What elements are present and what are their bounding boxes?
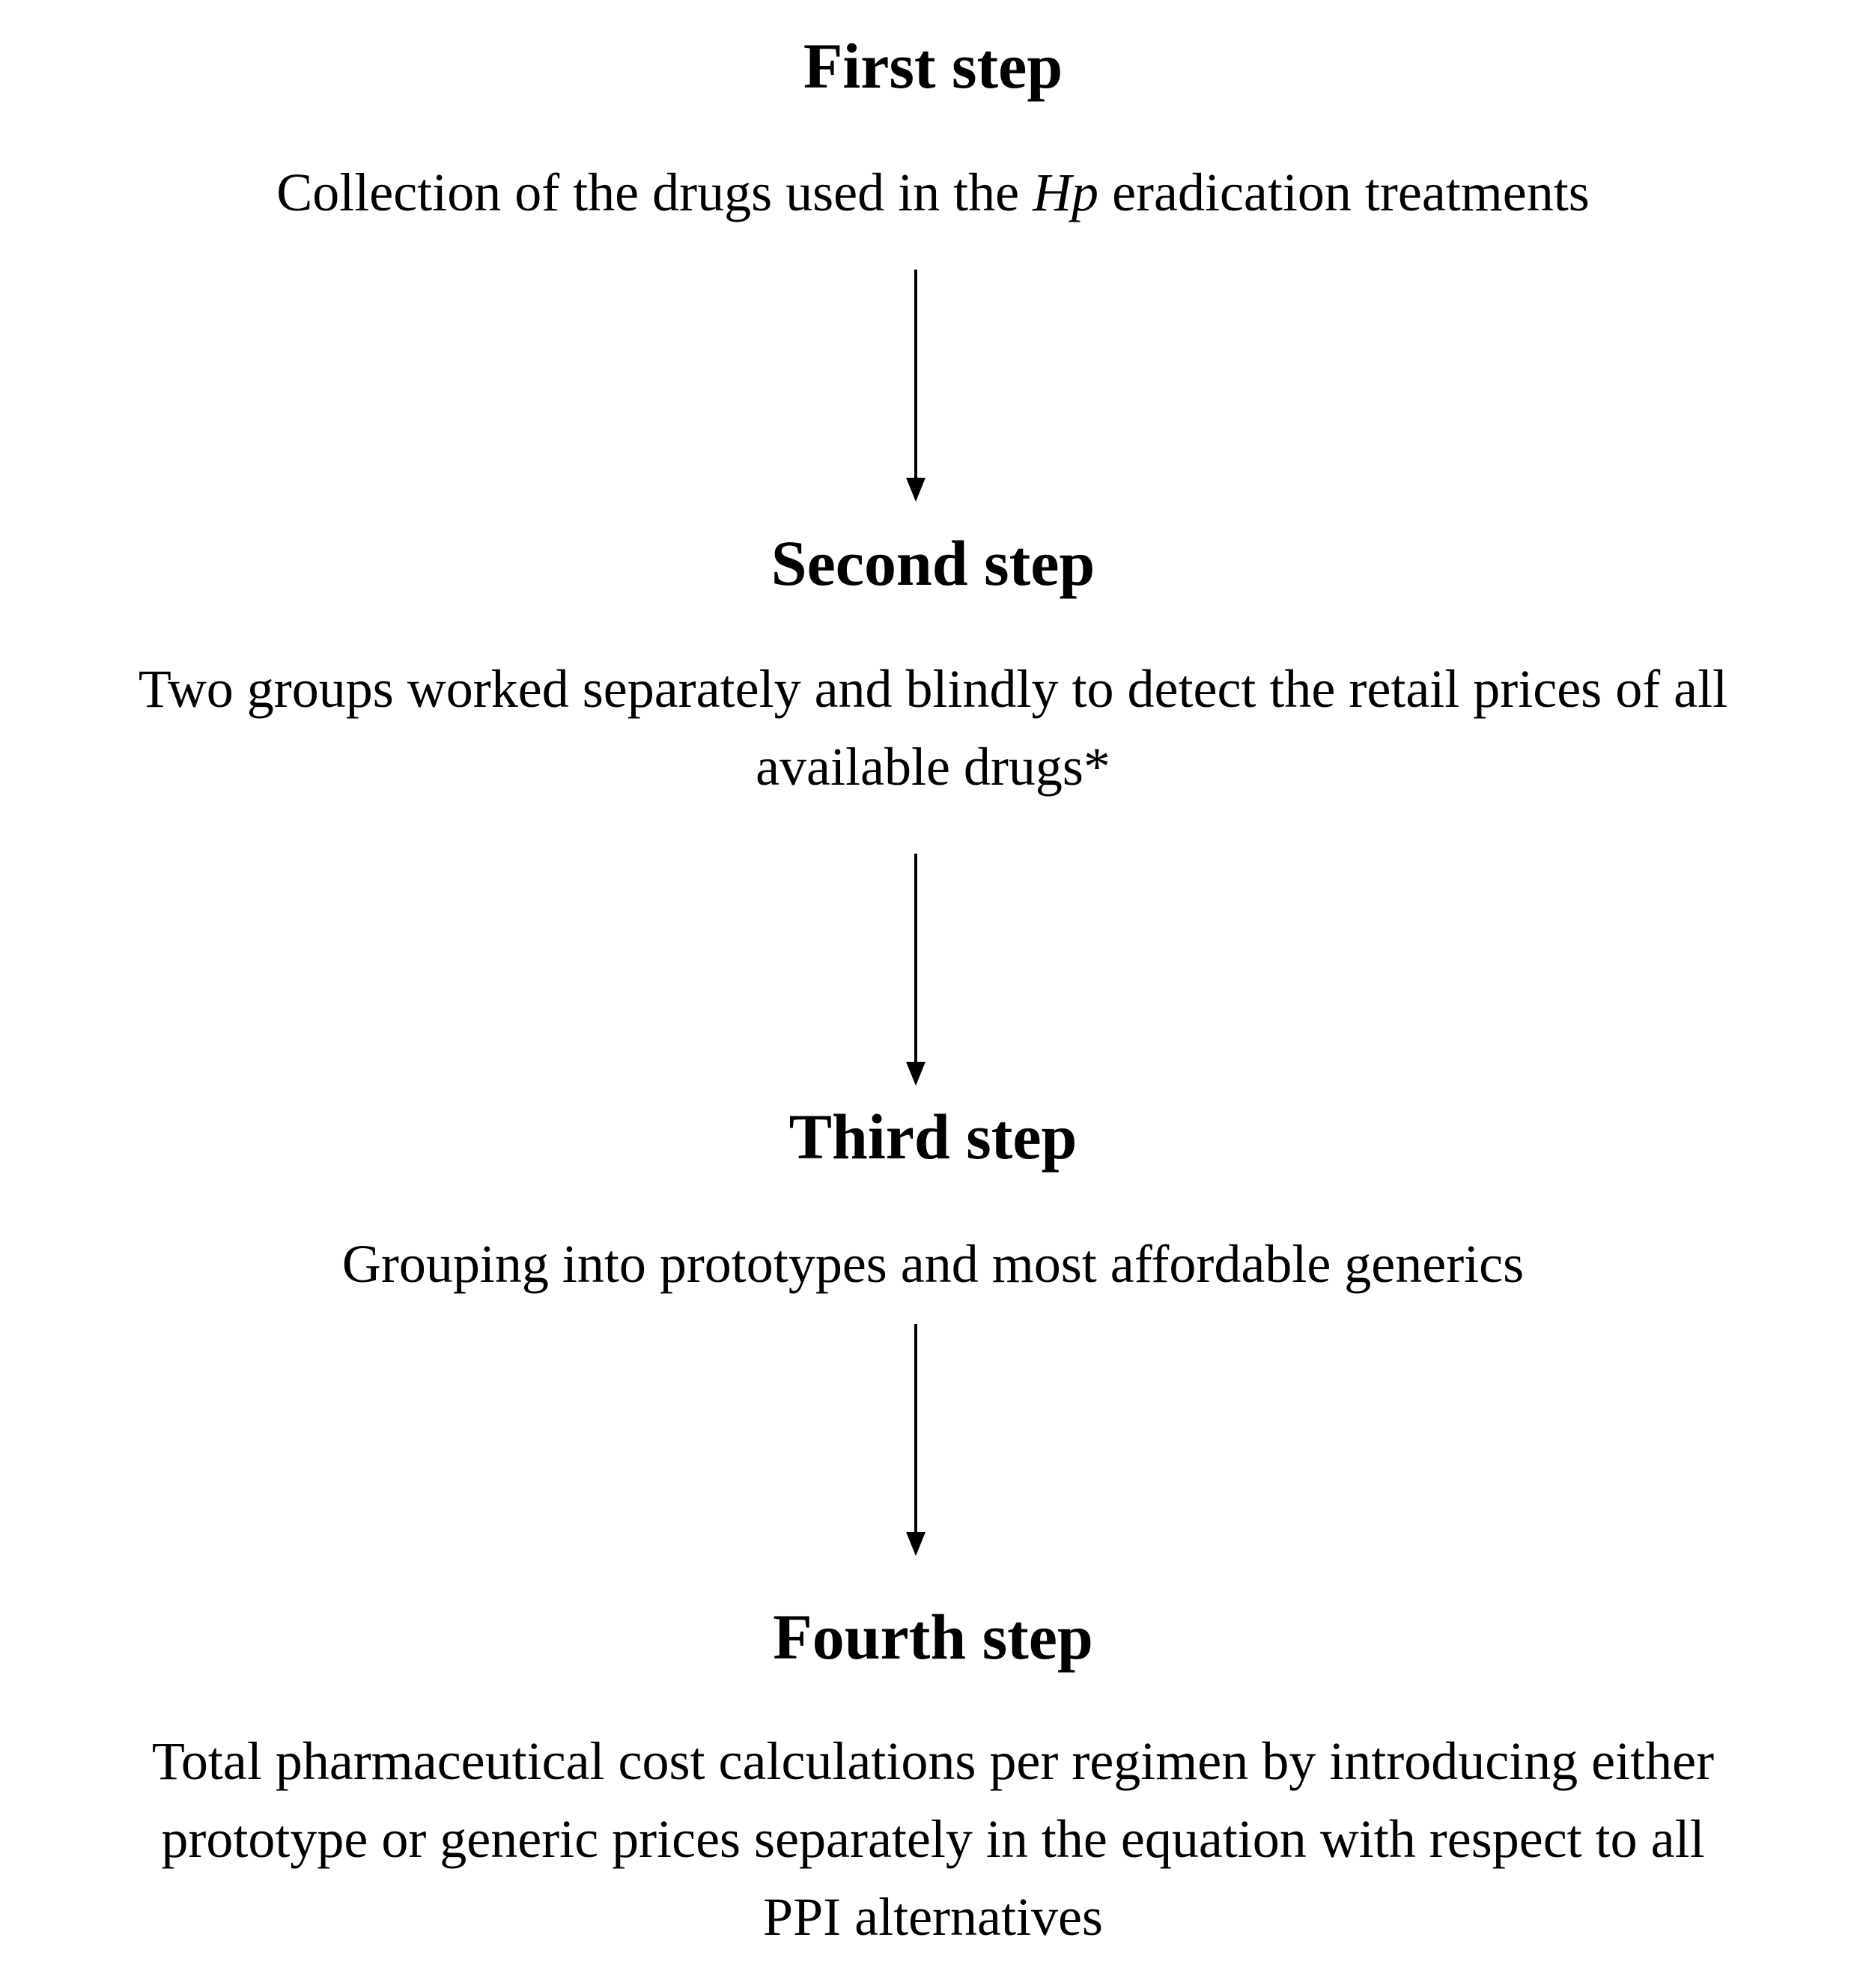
- step-3-description: Grouping into prototypes and most affordable generics: [341, 1234, 1525, 1294]
- step-2-description-line-2: available drugs*: [756, 737, 1110, 797]
- step-1-description-italic: Hp: [1033, 162, 1099, 222]
- step-1-description: [0, 153, 1866, 231]
- arrow-step-2-to-3: [905, 854, 927, 1086]
- step-2-title: Second step: [771, 527, 1095, 599]
- step-4-description-line-2: prototype or generic prices separately in the equation with respect to all: [161, 1809, 1705, 1869]
- step-2-description-line-1: Two groups worked separately and blindly to detect the retail prices of all: [138, 659, 1728, 719]
- step-1-description-start: Collection of the drugs used in the: [276, 162, 1033, 222]
- step-4-title: Fourth step: [773, 1601, 1093, 1673]
- step-4-description-line-1: Total pharmaceutical cost calculations per regimen by introducing either: [151, 1731, 1715, 1791]
- step-4-description-line-3: PPI alternatives: [763, 1887, 1103, 1947]
- arrow-step-1-to-2: [905, 270, 927, 502]
- step-1-title: First step: [803, 30, 1063, 102]
- step-4-description: [30, 1722, 1836, 1956]
- step-1-description-end: eradication treatments: [1098, 162, 1590, 222]
- step-2-description: [30, 650, 1836, 806]
- arrow-step-3-to-4: [905, 1324, 927, 1556]
- step-3-title: Third step: [788, 1101, 1078, 1173]
